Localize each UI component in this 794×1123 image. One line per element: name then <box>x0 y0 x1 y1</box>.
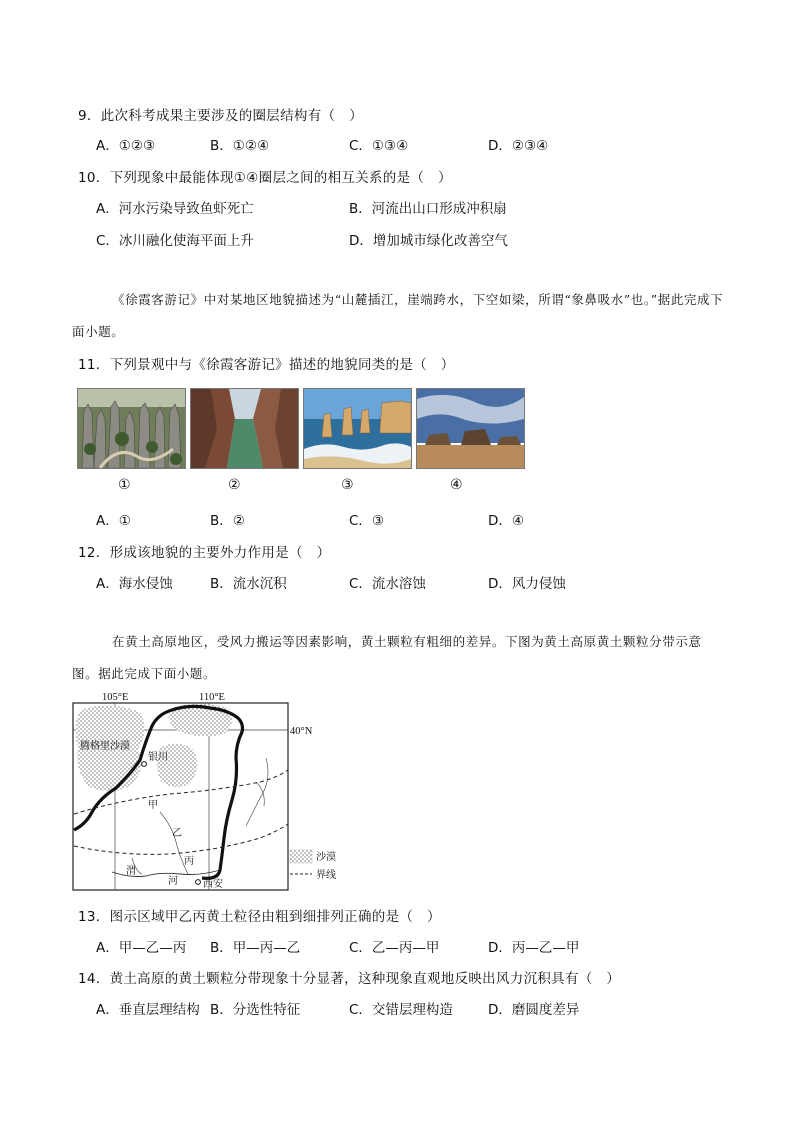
image-label-4: ④ <box>450 477 463 493</box>
q9-option-d: D．②③④ <box>488 138 549 154</box>
label-yinchuan: 银川 <box>148 752 168 763</box>
q10-stem: 10．下列现象中最能体现①④圈层之间的相互关系的是（ ） <box>78 170 452 186</box>
label-105e: 105°E <box>102 692 129 703</box>
label-tengger: 腾格里沙漠 <box>80 741 130 752</box>
city-yinchuan-marker <box>142 762 147 767</box>
q12-option-c: C．流水溶蚀 <box>349 576 426 592</box>
label-40n: 40°N <box>290 726 313 737</box>
image-label-3: ③ <box>341 477 354 493</box>
city-xian-marker <box>196 880 201 885</box>
q12-option-d: D．风力侵蚀 <box>488 576 566 592</box>
q11-option-d: D．④ <box>488 513 524 529</box>
q13-option-a: A．甲—乙—丙 <box>96 940 187 956</box>
photo-stone-forest <box>77 388 186 469</box>
q14-option-a: A．垂直层理结构 <box>96 1002 200 1018</box>
q9-option-a: A．①②③ <box>96 138 156 154</box>
q11-option-a: A．① <box>96 513 131 529</box>
photo-yardang <box>416 388 525 469</box>
q10-option-a: A．河水污染导致鱼虾死亡 <box>96 201 254 217</box>
label-he: 河 <box>168 876 178 887</box>
q14-option-c: C．交错层理构造 <box>349 1002 453 1018</box>
label-wei: 渭 <box>126 866 136 877</box>
q10-option-d: D．增加城市绿化改善空气 <box>349 233 508 249</box>
q13-option-c: C．乙—丙—甲 <box>349 940 440 956</box>
label-jia: 甲 <box>148 800 158 811</box>
desert-mu-us <box>157 743 197 787</box>
photo-gorge-river <box>190 388 299 469</box>
q11-stem: 11．下列景观中与《徐霞客游记》描述的地貌同类的是（ ） <box>78 357 455 373</box>
q9-option-b: B．①②④ <box>210 138 270 154</box>
q14-option-d: D．磨圆度差异 <box>488 1002 580 1018</box>
q9-option-c: C．①③④ <box>349 138 409 154</box>
image-label-1: ① <box>118 477 131 493</box>
q12-option-b: B．流水沉积 <box>210 576 287 592</box>
q10-option-c: C．冰川融化使海平面上升 <box>96 233 254 249</box>
q13-stem: 13．图示区域甲乙丙黄土粒径由粗到细排列正确的是（ ） <box>78 909 441 925</box>
label-bing: 丙 <box>184 856 194 867</box>
label-xian: 西安 <box>203 879 223 890</box>
photo-sea-stacks <box>303 388 412 469</box>
q13-option-b: B．甲—丙—乙 <box>210 940 301 956</box>
q11-option-b: B．② <box>210 513 245 529</box>
loess-map <box>60 688 360 898</box>
label-110e: 110°E <box>199 692 225 703</box>
q12-stem: 12．形成该地貌的主要外力作用是（ ） <box>78 545 331 561</box>
q11-option-c: C．③ <box>349 513 385 529</box>
q14-stem: 14．黄土高原的黄土颗粒分带现象十分显著，这种现象直观地反映出风力沉积具有（ ） <box>78 971 621 987</box>
legend-desert-label: 沙漠 <box>316 852 336 863</box>
passage-loess: 在黄土高原地区，受风力搬运等因素影响，黄土颗粒有粗细的差异。下图为黄土高原黄土颗粒分带示意图。据此完成下面小题。 <box>72 634 702 681</box>
passage-xuxiake: 《徐霞客游记》中对某地区地貌描述为“山麓插江，崖端跨水，下空如梁，所谓“象鼻吸水”也。”据此完成下面小题。 <box>72 292 724 339</box>
legend-desert-swatch <box>290 850 312 863</box>
q12-option-a: A．海水侵蚀 <box>96 576 173 592</box>
image-label-2: ② <box>228 477 241 493</box>
q14-option-b: B．分选性特征 <box>210 1002 301 1018</box>
q10-option-b: B．河流出山口形成冲积扇 <box>349 201 507 217</box>
q9-stem: 9．此次科考成果主要涉及的圈层结构有（ ） <box>78 108 363 124</box>
label-yi: 乙 <box>172 828 182 839</box>
legend-boundary-label: 界线 <box>316 870 336 881</box>
q13-option-d: D．丙—乙—甲 <box>488 940 580 956</box>
